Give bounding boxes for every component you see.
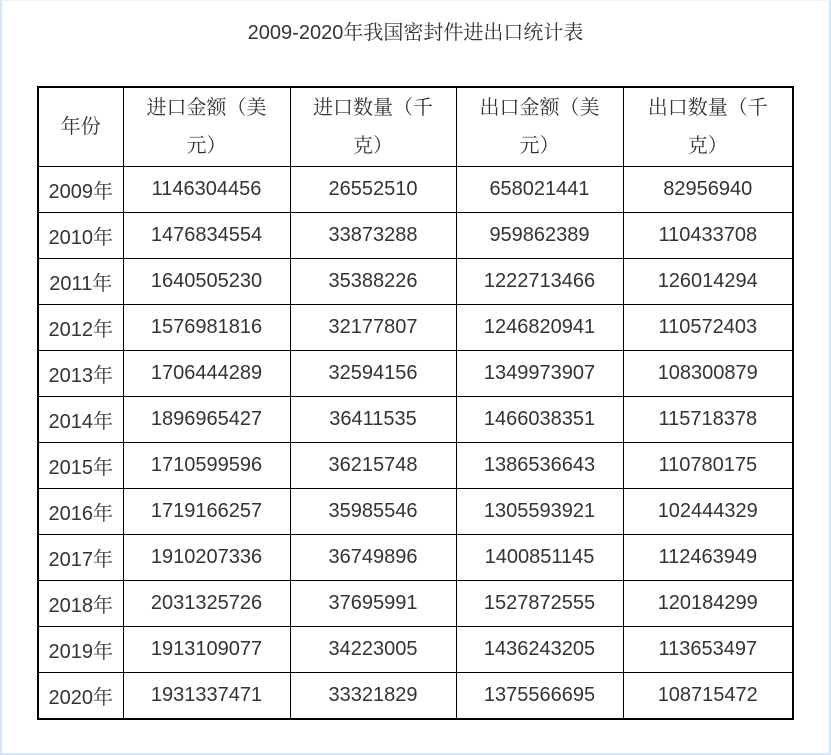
column-header-import-amount: 进口金额（美元）	[123, 87, 290, 167]
column-header-export-quantity: 出口数量（千克）	[623, 87, 793, 167]
year-cell: 2016年	[38, 489, 123, 535]
year-cell: 2011年	[38, 259, 123, 305]
table-cell: 32594156	[290, 351, 456, 397]
table-header	[38, 87, 793, 167]
table-row	[38, 581, 793, 627]
table-cell: 26552510	[290, 167, 456, 213]
table-cell: 110780175	[623, 443, 793, 489]
table-cell: 33873288	[290, 213, 456, 259]
table-cell: 1375566695	[456, 673, 623, 720]
statistics-table	[37, 86, 794, 720]
year-cell: 2015年	[38, 443, 123, 489]
year-cell: 2012年	[38, 305, 123, 351]
page-title: 2009-2020年我国密封件进出口统计表	[247, 22, 584, 44]
table-cell: 1305593921	[456, 489, 623, 535]
table-row	[38, 351, 793, 397]
table-cell: 35985546	[290, 489, 456, 535]
table-row	[38, 213, 793, 259]
table-cell: 1349973907	[456, 351, 623, 397]
year-cell: 2014年	[38, 397, 123, 443]
table-cell: 115718378	[623, 397, 793, 443]
year-cell: 2020年	[38, 673, 123, 720]
column-header-export-amount: 出口金额（美元）	[456, 87, 623, 167]
table-cell: 110433708	[623, 213, 793, 259]
table-cell: 1246820941	[456, 305, 623, 351]
table-cell: 1146304456	[123, 167, 290, 213]
table-row	[38, 535, 793, 581]
table-cell: 1222713466	[456, 259, 623, 305]
table-cell: 1896965427	[123, 397, 290, 443]
table-cell: 1931337471	[123, 673, 290, 720]
table-cell: 110572403	[623, 305, 793, 351]
table-cell: 1640505230	[123, 259, 290, 305]
table-cell: 1400851145	[456, 535, 623, 581]
table-cell: 37695991	[290, 581, 456, 627]
year-cell: 2010年	[38, 213, 123, 259]
table-cell: 1476834554	[123, 213, 290, 259]
table-cell: 1719166257	[123, 489, 290, 535]
table-cell: 1436243205	[456, 627, 623, 673]
table-row	[38, 489, 793, 535]
table-cell: 1710599596	[123, 443, 290, 489]
table-row	[38, 443, 793, 489]
table-cell: 34223005	[290, 627, 456, 673]
table-row	[38, 627, 793, 673]
table-cell: 35388226	[290, 259, 456, 305]
table-row	[38, 305, 793, 351]
table-cell: 32177807	[290, 305, 456, 351]
table-row	[38, 397, 793, 443]
year-cell: 2009年	[38, 167, 123, 213]
header-row	[38, 87, 793, 167]
table-cell: 82956940	[623, 167, 793, 213]
year-cell: 2013年	[38, 351, 123, 397]
table-cell: 1910207336	[123, 535, 290, 581]
table-cell: 113653497	[623, 627, 793, 673]
table-cell: 1527872555	[456, 581, 623, 627]
table-cell: 1386536643	[456, 443, 623, 489]
table-cell: 108300879	[623, 351, 793, 397]
table-body	[38, 167, 793, 720]
column-header-year: 年份	[38, 87, 123, 167]
table-row	[38, 259, 793, 305]
table-row	[38, 673, 793, 720]
year-cell: 2017年	[38, 535, 123, 581]
table-cell: 36411535	[290, 397, 456, 443]
table-cell: 36215748	[290, 443, 456, 489]
table-cell: 108715472	[623, 673, 793, 720]
column-header-import-quantity: 进口数量（千克）	[290, 87, 456, 167]
year-cell: 2018年	[38, 581, 123, 627]
table-cell: 112463949	[623, 535, 793, 581]
table-cell: 1913109077	[123, 627, 290, 673]
table-cell: 33321829	[290, 673, 456, 720]
table-cell: 120184299	[623, 581, 793, 627]
table-cell: 1706444289	[123, 351, 290, 397]
table-cell: 2031325726	[123, 581, 290, 627]
table-row	[38, 167, 793, 213]
table-cell: 36749896	[290, 535, 456, 581]
table-cell: 102444329	[623, 489, 793, 535]
year-cell: 2019年	[38, 627, 123, 673]
table-cell: 1466038351	[456, 397, 623, 443]
table-cell: 658021441	[456, 167, 623, 213]
table-cell: 126014294	[623, 259, 793, 305]
table-cell: 1576981816	[123, 305, 290, 351]
table-cell: 959862389	[456, 213, 623, 259]
